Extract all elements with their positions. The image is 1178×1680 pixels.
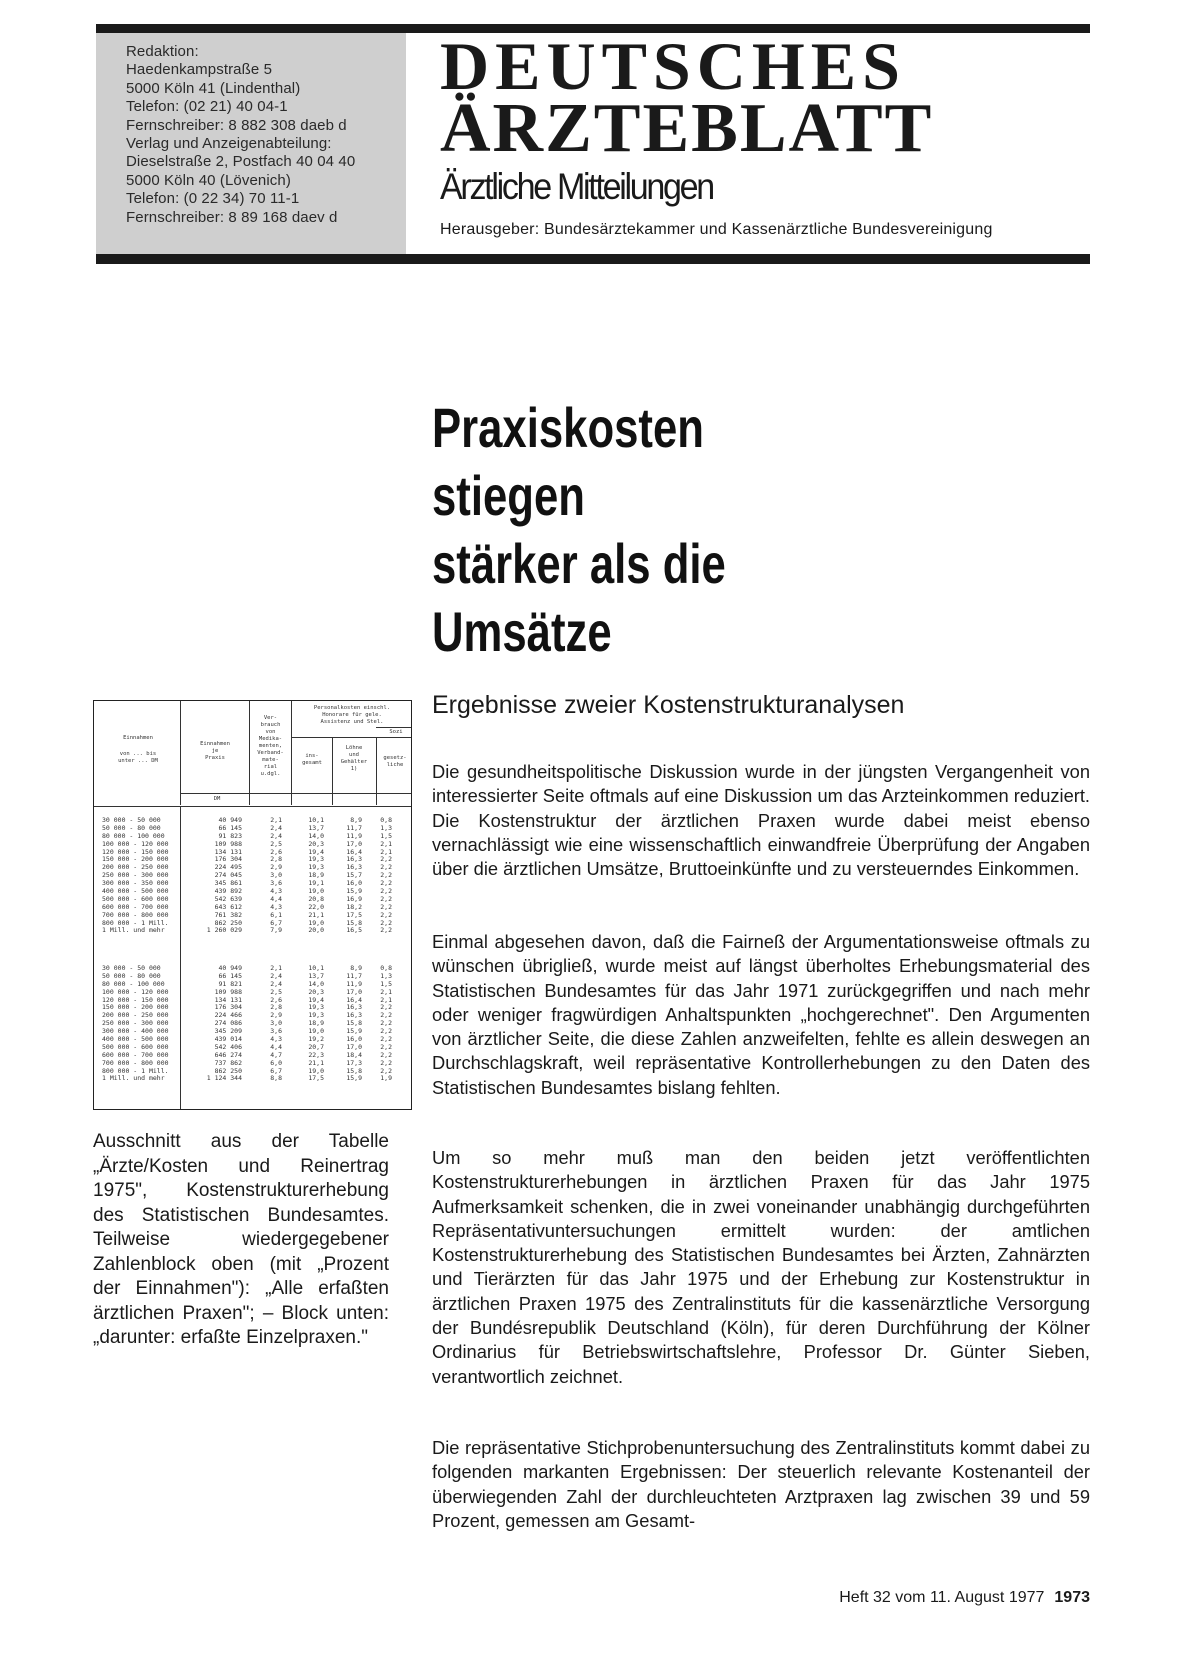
table-cell: 224 495 (214, 863, 242, 872)
imprint-line: Haedenkampstraße 5 (126, 61, 273, 79)
table-cell: 7,9 (270, 926, 282, 935)
imprint-line: 5000 Köln 40 (Lövenich) (126, 171, 291, 189)
table-cell: 19,3 (308, 1003, 324, 1012)
table-cell: 18,4 (346, 1050, 362, 1059)
table-cell: 14,0 (308, 979, 324, 988)
headline-line: Umsätze (432, 600, 612, 663)
table-cell: 2,4 (270, 831, 282, 840)
table-row (102, 1075, 402, 1083)
issue-info: Heft 32 vom 11. August 1977 (839, 1589, 1045, 1606)
table-cell: 643 612 (214, 902, 242, 911)
table-cell: 2,1 (380, 995, 392, 1004)
table-divider (180, 701, 181, 805)
table-cell: 1,9 (380, 1074, 392, 1083)
table-cell: 6,1 (270, 910, 282, 919)
table-cell: 2,2 (380, 1066, 392, 1075)
table-cell: 1,3 (380, 823, 392, 832)
table-cell: 700 000 - 800 000 (102, 910, 169, 919)
table-cell: 19,3 (308, 855, 324, 864)
table-cell: 862 250 (214, 1066, 242, 1075)
table-cell: 1 Mill. und mehr (102, 1074, 165, 1083)
article-paragraph: Die gesundheitspolitische Diskussion wurde in der jüngsten Vergangenheit von interessierter Seite oftmals auf eine Diskussion um das Arzteinkommen reduziert. Die Kostenstruktur der ärztlichen Praxen wurde dabei meist ebenso vernachlässigt wie eine wissenschaftlich einwandfreie Überprüfung der Angaben über die ärztlichen Umsätze, Bruttoeinkünfte und zu versteuerndes Einkommen. (432, 761, 1090, 880)
table-cell: 176 304 (214, 1003, 242, 1012)
table-cell: 11,7 (346, 971, 362, 980)
table-cell: 2,2 (380, 902, 392, 911)
table-cell: 500 000 - 600 000 (102, 1042, 169, 1051)
table-cell: 2,1 (380, 839, 392, 848)
table-cell: 176 304 (214, 855, 242, 864)
table-cell: 100 000 - 120 000 (102, 987, 169, 996)
table-cell: 109 988 (214, 987, 242, 996)
table-cell: 2,2 (380, 1027, 392, 1036)
table-cell: 20,0 (308, 926, 324, 935)
table-cell: 0,8 (380, 816, 392, 824)
page-number: 1973 (1054, 1589, 1090, 1606)
table-cell: 2,2 (380, 887, 392, 896)
table-cell: 16,3 (346, 1003, 362, 1012)
table-divider (376, 727, 412, 728)
table-cell: 15,9 (346, 1074, 362, 1083)
table-cell: 80 000 - 100 000 (102, 979, 165, 988)
table-cell: 16,3 (346, 1011, 362, 1020)
table-cell: 21,1 (308, 910, 324, 919)
table-cell: 500 000 - 600 000 (102, 894, 169, 903)
table-cell: 224 466 (214, 1011, 242, 1020)
table-cell: 2,2 (380, 863, 392, 872)
table-cell: 17,3 (346, 1058, 362, 1067)
table-cell: 274 086 (214, 1019, 242, 1028)
table-cell: 2,1 (380, 847, 392, 856)
table-cell: 4,4 (270, 1042, 282, 1051)
table-cell: 150 000 - 200 000 (102, 855, 169, 864)
table-cell: 16,3 (346, 863, 362, 872)
table-cell: 19,0 (308, 887, 324, 896)
table-cell: 16,9 (346, 894, 362, 903)
table-cell: 18,9 (308, 1019, 324, 1028)
table-cell: 19,3 (308, 1011, 324, 1020)
table-divider (376, 737, 377, 805)
table-cell: 2,6 (270, 847, 282, 856)
table-header-income-per-practice: Einnahmen je Praxis (200, 741, 230, 761)
table-cell: 800 000 - 1 Mill. (102, 918, 169, 927)
table-cell: 2,2 (380, 1050, 392, 1059)
article-paragraph: Die repräsentative Stichprobenuntersuchung des Zentralinstituts kommt dabei zu folgenden markanten Ergebnissen: Der steuerlich relevante Kostenanteil der überwiegenden Zahl der durchleuchteten Arztpraxen lag zwischen 39 und 59 Prozent, gemessen am Gesamt- (432, 1437, 1090, 1531)
table-cell: 17,0 (346, 839, 362, 848)
table-cell: 300 000 - 350 000 (102, 879, 169, 888)
table-cell: 345 209 (214, 1027, 242, 1036)
table-cell: 20,8 (308, 894, 324, 903)
table-cell: 6,0 (270, 1058, 282, 1067)
table-cell: 300 000 - 400 000 (102, 1027, 169, 1036)
table-cell: 16,0 (346, 879, 362, 888)
masthead-publisher: Herausgeber: Bundesärztekammer und Kassenärztliche Bundesvereinigung (440, 221, 993, 238)
table-cell: 2,1 (270, 816, 282, 824)
table-cell: 2,2 (380, 871, 392, 880)
table-cell: 16,0 (346, 1035, 362, 1044)
table-cell: 10,1 (308, 816, 324, 824)
table-cell: 542 639 (214, 894, 242, 903)
table-cell: 11,7 (346, 823, 362, 832)
table-cell: 4,3 (270, 1035, 282, 1044)
table-cell: 16,4 (346, 995, 362, 1004)
table-cell: 19,0 (308, 918, 324, 927)
table-cell: 2,8 (270, 855, 282, 864)
table-cell: 2,4 (270, 971, 282, 980)
table-cell: 13,7 (308, 971, 324, 980)
figure-caption: Ausschnitt aus der Tabelle „Ärzte/Kosten und Reinertrag 1975", Kostenstrukturerhebung des Statistischen Bundesamtes. Teilweise wiedergegebener Zahlenblock oben (mit „Prozent der Einnahmen"): „Alle erfaßten ärztlichen Praxen"; – Block unten: „darunter: erfaßte Einzelpraxen." (93, 1131, 389, 1348)
table-cell: 134 131 (214, 995, 242, 1004)
table-cell: 2,2 (380, 855, 392, 864)
table-cell: 17,0 (346, 987, 362, 996)
imprint-line: Redaktion: (126, 43, 199, 60)
page-footer (839, 1588, 1090, 1608)
table-cell: 22,0 (308, 902, 324, 911)
table-cell: 439 892 (214, 887, 242, 896)
table-cell: 19,1 (308, 879, 324, 888)
table-cell: 542 406 (214, 1042, 242, 1051)
table-block-all-practices (102, 817, 402, 935)
table-cell: 3,6 (270, 879, 282, 888)
table-cell: 862 250 (214, 918, 242, 927)
table-cell: 40 949 (218, 816, 242, 824)
headline-line: stärker als die (432, 532, 726, 595)
table-cell: 2,8 (270, 1003, 282, 1012)
table-cell: 2,9 (270, 863, 282, 872)
table-cell: 15,9 (346, 887, 362, 896)
table-header-materials: Ver- brauch von Medika- menten, Verband- mate- rial u.dgl. (257, 715, 284, 777)
table-cell: 250 000 - 300 000 (102, 1019, 169, 1028)
table-cell: 2,2 (380, 918, 392, 927)
table-cell: 600 000 - 700 000 (102, 902, 169, 911)
table-cell: 600 000 - 700 000 (102, 1050, 169, 1059)
table-cell: 11,9 (346, 831, 362, 840)
masthead-bottom-rule (96, 254, 1090, 264)
table-cell: 8,8 (270, 1074, 282, 1083)
table-header-unit: DM (213, 796, 221, 802)
table-cell: 2,2 (380, 879, 392, 888)
statistics-table-figure (93, 700, 412, 1110)
table-cell: 22,3 (308, 1050, 324, 1059)
table-header-total: ins- gesamt (302, 753, 322, 766)
table-cell: 15,8 (346, 918, 362, 927)
table-cell: 6,7 (270, 918, 282, 927)
table-cell: 16,5 (346, 926, 362, 935)
table-cell: 66 145 (218, 823, 242, 832)
table-cell: 20,7 (308, 1042, 324, 1051)
imprint-line: Dieselstraße 2, Postfach 40 04 40 (126, 153, 356, 171)
table-cell: 2,2 (380, 1003, 392, 1012)
table-cell: 2,2 (380, 1042, 392, 1051)
table-header-social: Sozi (389, 729, 403, 735)
table-cell: 19,4 (308, 995, 324, 1004)
table-cell: 2,2 (380, 1011, 392, 1020)
table-header-statutory: gesetz- liche (383, 755, 407, 768)
table-cell: 439 014 (214, 1035, 242, 1044)
table-cell: 1,3 (380, 971, 392, 980)
table-header-income-range: Einnahmen von ... bis unter ... DM (118, 735, 158, 764)
table-cell: 30 000 - 50 000 (102, 816, 161, 824)
table-cell: 19,0 (308, 1066, 324, 1075)
table-cell: 21,1 (308, 1058, 324, 1067)
imprint-line: 5000 Köln 41 (Lindenthal) (126, 79, 301, 97)
table-cell: 14,0 (308, 831, 324, 840)
table-cell: 16,3 (346, 855, 362, 864)
table-cell: 50 000 - 80 000 (102, 971, 161, 980)
table-cell: 1 260 029 (206, 926, 242, 935)
table-cell: 20,3 (308, 987, 324, 996)
table-cell: 2,4 (270, 979, 282, 988)
table-cell: 91 823 (218, 831, 242, 840)
section-title: Ergebnisse zweier Kostenstrukturanalysen (432, 691, 905, 719)
table-cell: 2,2 (380, 894, 392, 903)
table-cell: 40 949 (218, 964, 242, 972)
table-cell: 2,9 (270, 1011, 282, 1020)
table-block-single-practices (102, 965, 402, 1083)
table-header-personnel-costs: Personalkosten einschl. Honorare für gele. Assistenz und Stel. (313, 705, 391, 725)
headline-line: Praxiskosten (432, 396, 704, 459)
table-cell: 11,9 (346, 979, 362, 988)
table-cell: 2,4 (270, 823, 282, 832)
table-cell: 737 862 (214, 1058, 242, 1067)
table-cell: 1,5 (380, 831, 392, 840)
table-cell: 2,2 (380, 1035, 392, 1044)
table-cell: 3,0 (270, 1019, 282, 1028)
table-divider (291, 737, 412, 738)
table-cell: 2,2 (380, 1019, 392, 1028)
table-cell: 1,5 (380, 979, 392, 988)
table-cell: 2,2 (380, 910, 392, 919)
imprint-box (96, 33, 406, 254)
table-cell: 250 000 - 300 000 (102, 871, 169, 880)
table-cell: 1 Mill. und mehr (102, 926, 165, 935)
table-cell: 700 000 - 800 000 (102, 1058, 169, 1067)
table-cell: 2,1 (270, 964, 282, 972)
masthead-title-line1: DEUTSCHES (440, 28, 906, 104)
table-cell: 4,3 (270, 887, 282, 896)
table-cell: 400 000 - 500 000 (102, 1035, 169, 1044)
table-cell: 19,2 (308, 1035, 324, 1044)
table-cell: 3,0 (270, 871, 282, 880)
table-cell: 345 861 (214, 879, 242, 888)
table-cell: 17,5 (346, 910, 362, 919)
table-cell: 4,7 (270, 1050, 282, 1059)
article-headline (432, 394, 726, 666)
table-cell: 2,5 (270, 839, 282, 848)
table-cell: 120 000 - 150 000 (102, 995, 169, 1004)
table-cell: 109 988 (214, 839, 242, 848)
table-cell: 134 131 (214, 847, 242, 856)
table-cell: 646 274 (214, 1050, 242, 1059)
table-cell: 17,5 (308, 1074, 324, 1083)
table-divider (180, 793, 412, 794)
table-cell: 200 000 - 250 000 (102, 1011, 169, 1020)
masthead-title-line2: ÄRZTEBLATT (440, 90, 934, 167)
article-paragraph: Einmal abgesehen davon, daß die Fairneß der Argumentationsweise oftmals zu wünschen übrigließ, wurde meist auf längst überholtes Erhebungsmaterial des Statistischen Bundesamtes für das Jahr 1971 zurückgegriffen und nach mehr oder weniger fragwürdigen Anhaltspunkten „hochgerechnet". Den Argumenten von ärztlicher Seite, die diese Zahlen anzweifelten, fehlte es allein deswegen an Durchschlagskraft, weil repräsentative Kontrollerhebungen zu den Daten des Statistischen Bundesamtes bislang fehlten. (432, 931, 1090, 1098)
table-cell: 13,7 (308, 823, 324, 832)
table-cell: 10,1 (308, 964, 324, 972)
table-cell: 18,2 (346, 902, 362, 911)
table-cell: 4,4 (270, 894, 282, 903)
table-cell: 50 000 - 80 000 (102, 823, 161, 832)
table-divider (332, 737, 333, 805)
table-divider (291, 701, 292, 805)
table-cell: 150 000 - 200 000 (102, 1003, 169, 1012)
table-cell: 15,7 (346, 871, 362, 880)
table-header (94, 701, 411, 807)
table-cell: 66 145 (218, 971, 242, 980)
imprint-line: Fernschreiber: 8 89 168 daev d (126, 208, 338, 226)
table-cell: 200 000 - 250 000 (102, 863, 169, 872)
table-cell: 15,8 (346, 1019, 362, 1028)
table-cell: 2,2 (380, 1058, 392, 1067)
table-cell: 18,9 (308, 871, 324, 880)
table-cell: 8,9 (350, 816, 362, 824)
table-cell: 17,0 (346, 1042, 362, 1051)
table-cell: 30 000 - 50 000 (102, 964, 161, 972)
imprint-line: Telefon: (02 21) 40 04-1 (126, 98, 288, 116)
table-cell: 19,3 (308, 863, 324, 872)
table-cell: 8,9 (350, 964, 362, 972)
table-cell: 91 821 (218, 979, 242, 988)
table-cell: 1 124 344 (206, 1074, 242, 1083)
table-cell: 2,5 (270, 987, 282, 996)
article-paragraph: Um so mehr muß man den beiden jetzt veröffentlichten Kostenstrukturerhebungen in ärztlichen Praxen für das Jahr 1975 Aufmerksamkeit schenken, die in zwei voneinander unabhängig durchgeführten Repräsentativuntersuchungen ermittelt wurden: der amtlichen Kostenstrukturerhebung des Statistischen Bundesamtes bei Ärzten, Zahnärzten und Tierärzten für das Jahr 1975 und der Erhebung zur Kostenstruktur in ärztlichen Praxen 1975 des Zentralinstituts für die kassenärztliche Versorgung der Bundésrepublik Deutschland (Köln), für deren Durchführung der Kölner Ordinarius für Betriebswirtschaftslehre, Professor Dr. Günter Sieben, verantwortlich zeichnet. (432, 1147, 1090, 1387)
table-cell: 16,4 (346, 847, 362, 856)
imprint-line: Verlag und Anzeigenabteilung: (126, 135, 332, 153)
table-cell: 274 045 (214, 871, 242, 880)
table-cell: 100 000 - 120 000 (102, 839, 169, 848)
table-cell: 400 000 - 500 000 (102, 887, 169, 896)
table-cell: 80 000 - 100 000 (102, 831, 165, 840)
table-cell: 4,3 (270, 902, 282, 911)
table-cell: 761 382 (214, 910, 242, 919)
headline-line: stiegen (432, 464, 585, 527)
table-cell: 3,6 (270, 1027, 282, 1036)
table-cell: 20,3 (308, 839, 324, 848)
table-cell: 19,0 (308, 1027, 324, 1036)
table-cell: 120 000 - 150 000 (102, 847, 169, 856)
table-cell: 2,6 (270, 995, 282, 1004)
imprint-line: Fernschreiber: 8 882 308 daeb d (126, 116, 347, 134)
table-header-wages: Löhne und Gehälter 1) (340, 745, 368, 772)
table-cell: 6,7 (270, 1066, 282, 1075)
masthead-subtitle: Ärztliche Mitteilungen (440, 166, 713, 207)
table-divider (249, 701, 250, 805)
table-cell: 800 000 - 1 Mill. (102, 1066, 169, 1075)
table-cell: 15,9 (346, 1027, 362, 1036)
imprint-line: Telefon: (0 22 34) 70 11-1 (126, 190, 300, 208)
table-cell: 2,2 (380, 926, 392, 935)
table-cell: 0,8 (380, 964, 392, 972)
table-cell: 19,4 (308, 847, 324, 856)
table-cell: 2,1 (380, 987, 392, 996)
table-cell: 15,8 (346, 1066, 362, 1075)
table-row (102, 927, 402, 935)
